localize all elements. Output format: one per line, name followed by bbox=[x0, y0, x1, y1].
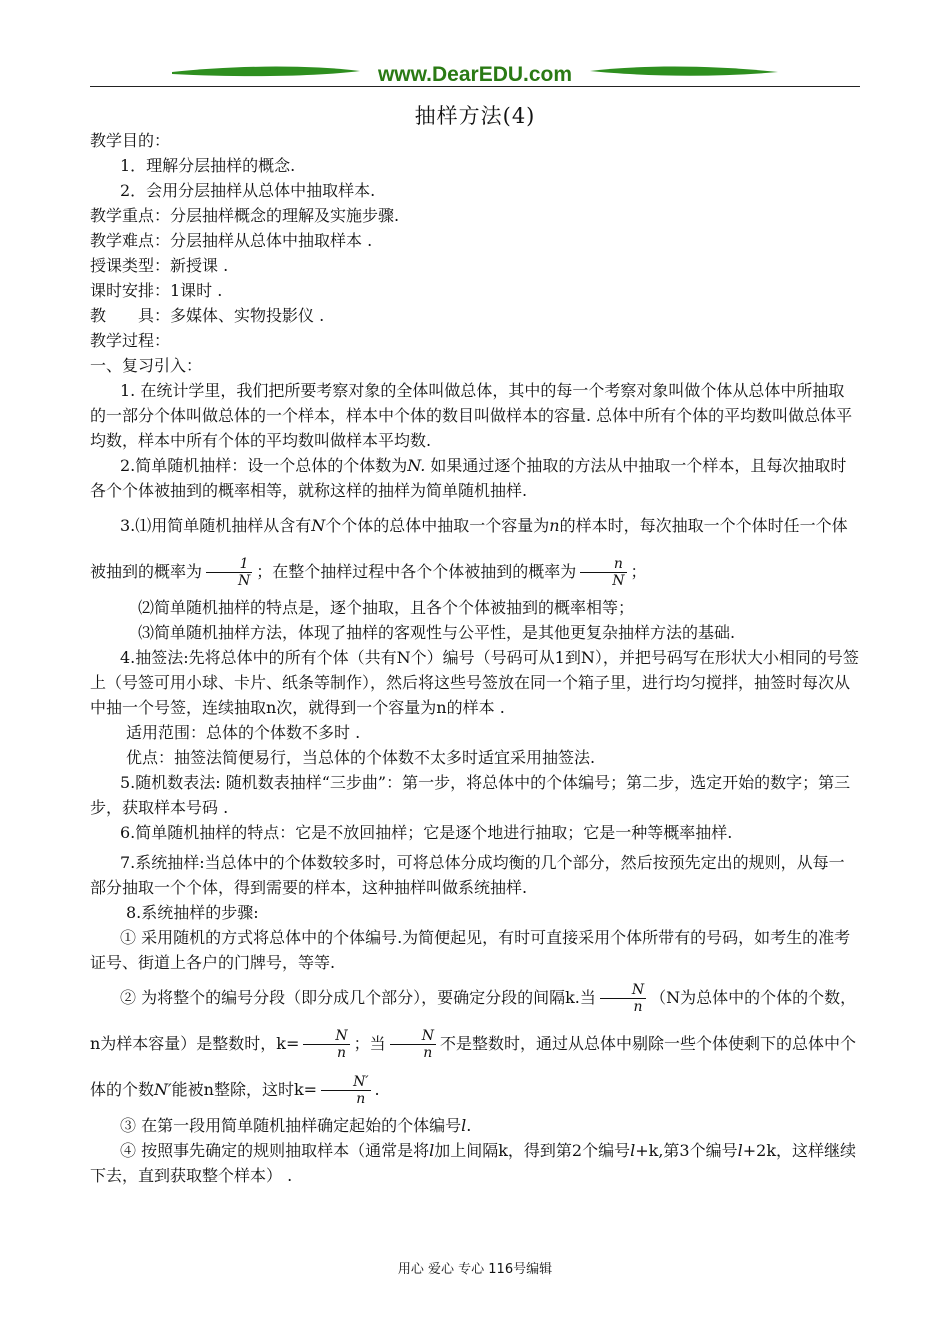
fracC-denominator: n bbox=[390, 1044, 436, 1061]
s2-text-f: . bbox=[374, 1080, 380, 1099]
paragraph-7: 7.系统抽样:当总体中的个体数较多时，可将总体分成均衡的几个部分，然后按预先定出的规则，从每一部分抽取一个个体，得到需要的样本，这种抽样叫做系统抽样. bbox=[90, 853, 845, 897]
s2-text-a: ② 为将整个的编号分段（即分成几个部分），要确定分段的间隔k.当 bbox=[120, 988, 596, 1007]
s4-text-c: +k,第3个编号 bbox=[635, 1141, 738, 1160]
paragraph-3-3: ⑶简单随机抽样方法，体现了抽样的客观性与公平性，是其他更复杂抽样方法的基础. bbox=[138, 623, 736, 642]
site-logo: www.DearEDU.com bbox=[377, 63, 573, 86]
objective-2: 2．会用分层抽样从总体中抽取样本. bbox=[120, 181, 376, 200]
document-body bbox=[90, 128, 860, 1188]
teaching-tools: 教 具：多媒体、实物投影仪 . bbox=[90, 306, 325, 325]
s2-var-nprime: N′ bbox=[154, 1080, 172, 1099]
p3-var-n: N bbox=[311, 516, 326, 535]
p3-text-d: ；在整个抽样过程中各个个体被抽到的概率为 bbox=[256, 562, 577, 581]
s2-text-b: （N为总体中的个体的个数，n为样本容量）是整数时，k= bbox=[90, 988, 857, 1053]
p3-text-c: 的样本时，每次抽取一个个体时任一个体被抽到的概率为 bbox=[90, 516, 848, 581]
fraction-n-over-n bbox=[580, 556, 626, 589]
right-swoosh bbox=[590, 67, 778, 76]
left-swoosh bbox=[172, 67, 360, 77]
s3-var-l: l bbox=[461, 1116, 467, 1135]
difficulty: 教学难点：分层抽样从总体中抽取样本 . bbox=[90, 231, 373, 250]
s4-text-a: ④ 按照事先确定的规则抽取样本（通常是将 bbox=[120, 1141, 430, 1160]
s3-text-b: . bbox=[466, 1116, 472, 1135]
fraction-N-over-n-b bbox=[303, 1028, 349, 1061]
s4-text-d: +2k，这样继续下去，直到获取整个样本） . bbox=[90, 1141, 857, 1185]
s3-text-a: ③ 在第一段用简单随机抽样确定起始的个体编号 bbox=[120, 1116, 462, 1135]
p3-var-sn: n bbox=[549, 516, 560, 535]
paragraph-3 bbox=[90, 503, 860, 595]
s4-var-l3: l bbox=[737, 1141, 743, 1160]
fracB-denominator: n bbox=[303, 1044, 349, 1061]
paragraph-5: 5.随机数表法: 随机数表抽样“三步曲”：第一步，将总体中的个体编号；第二步，选定开始的数字；第三步，获取样本号码 . bbox=[90, 773, 851, 817]
objectives-label: 教学目的： bbox=[90, 131, 171, 150]
s4-var-l1: l bbox=[429, 1141, 435, 1160]
page-footer: 用心 爱心 专心 116号编辑 bbox=[397, 1262, 553, 1277]
fracD-numerator: N′ bbox=[353, 1074, 369, 1090]
fraction-1-over-n bbox=[206, 556, 252, 589]
p3-text-e: ； bbox=[630, 562, 647, 581]
fracA-denominator: n bbox=[600, 998, 646, 1015]
step-1: ① 采用随机的方式将总体中的个体编号.为简便起见，有时可直接采用个体所带有的号码，如考生的准考证号、街道上各户的门牌号，等等. bbox=[90, 928, 851, 972]
fracD-denominator: n bbox=[321, 1090, 370, 1107]
fraction-N-over-n-a bbox=[600, 982, 646, 1015]
p2-text-a: 2.简单随机抽样：设一个总体的个体数为 bbox=[120, 456, 408, 475]
paragraph-2 bbox=[90, 453, 860, 503]
fracC-numerator: N bbox=[421, 1028, 434, 1044]
p2-text-b: 如果通过逐个抽取的方法从中抽取一个样本，且每次抽取时各个个体被抽到的概率相等，就称这样的抽样为简单随机抽样. bbox=[90, 456, 847, 500]
paragraph-8: 8.系统抽样的步骤: bbox=[126, 903, 259, 922]
paragraph-6: 6.简单随机抽样的特点：它是不放回抽样；它是逐个地进行抽取；它是一种等概率抽样. bbox=[120, 823, 733, 842]
frac1-denominator: N bbox=[206, 572, 252, 589]
p2-var-n: N. bbox=[407, 456, 426, 475]
fraction-Nprime-over-n bbox=[321, 1074, 370, 1107]
key-point: 教学重点：分层抽样概念的理解及实施步骤. bbox=[90, 206, 400, 225]
review-heading: 一、复习引入： bbox=[90, 356, 203, 375]
p3-text-a: 3.⑴用简单随机抽样从含有 bbox=[120, 516, 312, 535]
frac1-numerator: 1 bbox=[239, 556, 249, 572]
s2-text-e: 能被n整除，这时k= bbox=[171, 1080, 318, 1099]
p3-text-b: 个个体的总体中抽取一个容量为 bbox=[325, 516, 550, 535]
site-header-banner bbox=[170, 62, 780, 88]
frac2-denominator: N bbox=[580, 572, 626, 589]
lesson-type: 授课类型：新授课 . bbox=[90, 256, 229, 275]
page-title: 抽样方法(4) bbox=[414, 104, 536, 128]
schedule: 课时安排：1课时 . bbox=[90, 281, 223, 300]
step-3 bbox=[90, 1113, 860, 1138]
objective-1: 1．理解分层抽样的概念. bbox=[120, 156, 296, 175]
s2-text-c: ；当 bbox=[353, 1034, 386, 1053]
paragraph-4-merit: 优点：抽签法简便易行，当总体的个体数不太多时适宜采用抽签法. bbox=[126, 748, 596, 767]
fraction-N-over-n-c bbox=[390, 1028, 436, 1061]
s4-var-l2: l bbox=[630, 1141, 636, 1160]
paragraph-3-2: ⑵简单随机抽样的特点是，逐个抽取，且各个个体被抽到的概率相等； bbox=[138, 598, 635, 617]
process-label: 教学过程： bbox=[90, 331, 171, 350]
header-rule bbox=[90, 86, 860, 87]
paragraph-4: 4.抽签法:先将总体中的所有个体（共有N个）编号（号码可从1到N），并把号码写在形状大小相同的号签上（号签可用小球、卡片、纸条等制作），然后将这些号签放在同一个箱子里，进行均匀搅拌，抽签时每次从中抽一个号签，连续抽取n次，就得到一个容量为n的样本 . bbox=[90, 648, 859, 717]
step-4 bbox=[90, 1138, 860, 1188]
paragraph-4-scope: 适用范围：总体的个体数不多时 . bbox=[126, 723, 361, 742]
step-2 bbox=[90, 975, 860, 1113]
paragraph-1: 1. 在统计学里，我们把所要考察对象的全体叫做总体，其中的每一个考察对象叫做个体从总体中所抽取的一部分个体叫做总体的一个样本，样本中个体的数目叫做样本的容量. 总体中所有个体的平均数叫做总体平均数，样本中所有个体的平均数叫做样本平均数. bbox=[90, 381, 853, 450]
fracA-numerator: N bbox=[631, 982, 645, 998]
s2-text-d: 不是整数时，通过从总体中剔除一些个体使剩下的总体中个体的个数 bbox=[90, 1034, 856, 1099]
s4-text-b: 加上间隔k，得到第2个编号 bbox=[434, 1141, 631, 1160]
frac2-numerator: n bbox=[613, 556, 623, 572]
fracB-numerator: N bbox=[335, 1028, 348, 1044]
